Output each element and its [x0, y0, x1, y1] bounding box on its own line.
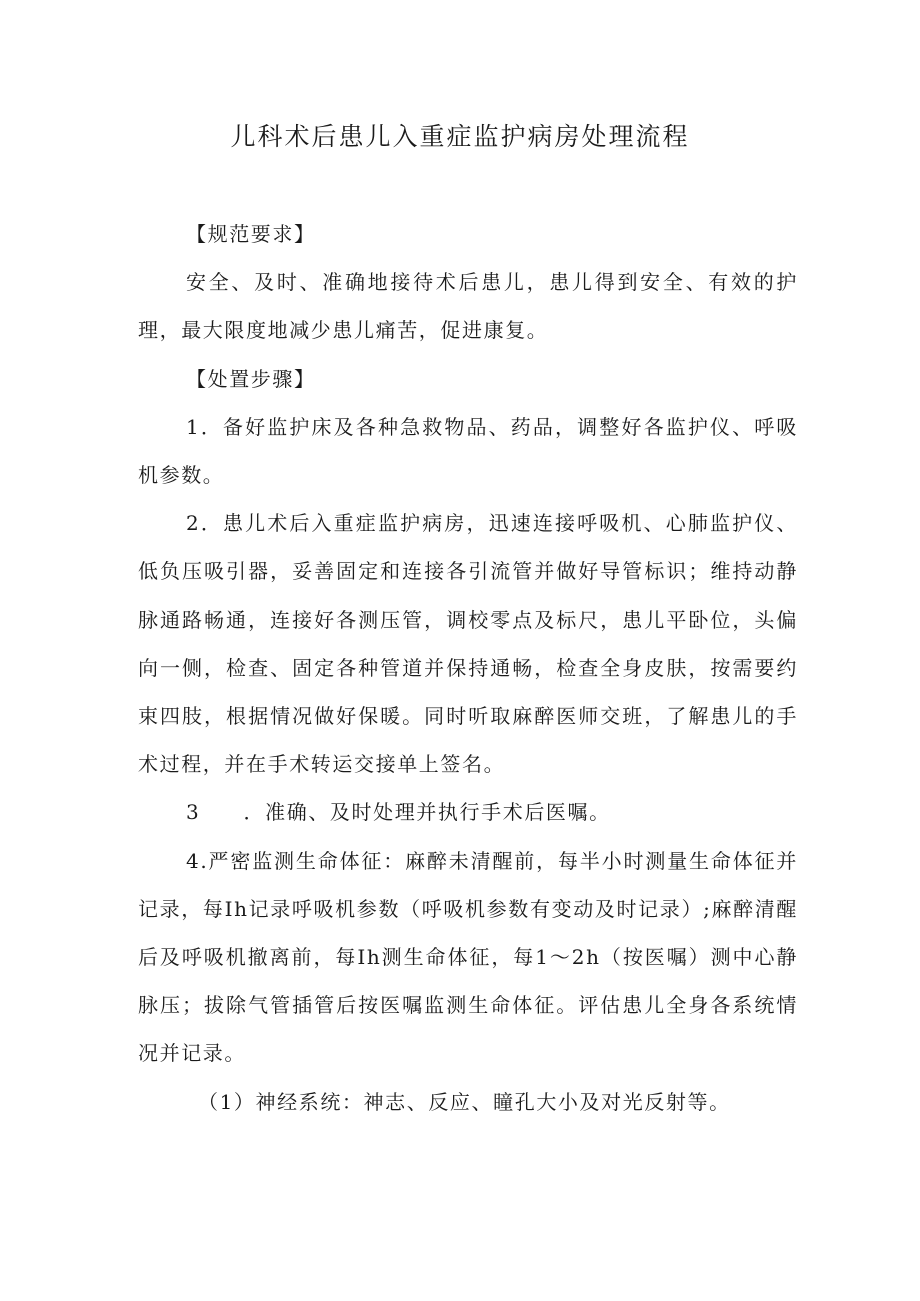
document-title: 儿科术后患儿入重症监护病房处理流程 [230, 122, 690, 151]
step-2-paragraph: 2．患儿术后入重症监护病房，迅速连接呼吸机、心肺监护仪、低负压吸引器，妥善固定和连接各引流管并做好导管标识；维持动静脉通路畅通，连接好各测压管，调校零点及标尺，患儿平卧位，头偏向一侧，检查、固定各种管道并保持通畅，检查全身皮肤，按需要约束四肢，根据情况做好保暖。同时听取麻醉医师交班，了解患儿的手术过程，并在手术转运交接单上签名。 [138, 511, 798, 777]
step-1-paragraph: 1．备好监护床及各种急救物品、药品，调整好各监护仪、呼吸机参数。 [138, 414, 798, 488]
section-heading-requirements: 【规范要求】 [186, 222, 316, 246]
step-4-sub-item-1: （1）神经系统：神志、反应、瞳孔大小及对光反射等。 [198, 1089, 731, 1114]
step-4-paragraph: 4.严密监测生命体征：麻醉未清醒前，每半小时测量生命体征并记录，每Ih记录呼吸机参数（呼吸机参数有变动及时记录）;麻醉清醒后及呼吸机撤离前，每Ih测生命体征，每1～2h（按医嘱）测中心静脉压；拔除气管插管后按医嘱监测生命体征。评估患儿全身各系统情况并记录。 [138, 848, 799, 1066]
document-body [138, 210, 798, 1126]
requirements-paragraph: 安全、及时、准确地接待术后患儿，患儿得到安全、有效的护理，最大限度地减少患儿痛苦，促进康复。 [138, 270, 798, 343]
section-heading-steps: 【处置步骤】 [186, 366, 316, 391]
step-3-paragraph: 3 ．准确、及时处理并执行手术后医嘱。 [186, 800, 611, 825]
